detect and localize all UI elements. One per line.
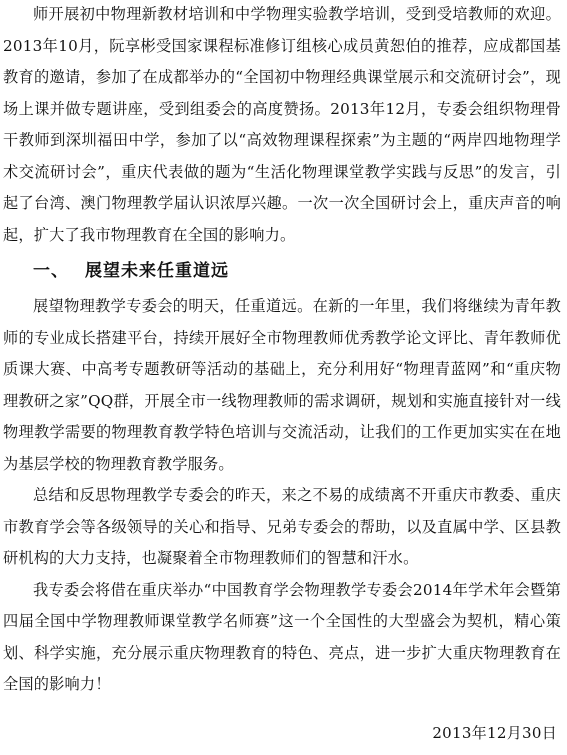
section-title: 展望未来任重道远 <box>85 261 229 281</box>
paragraph-outlook: 展望物理教学专委会的明天，任重道远。在新的一年里，我们将继续为青年教师的专业成长搭建平台，持续开展好全市物理教师优秀教学论文评比、青年教师优质课大赛、中高考专题教研等活动的基础上，充分利用好“物理青蓝网”和“重庆物理教研之家”QQ群，开展全市一线物理教师的需求调研，规划和实施直接针对一线物理教学需要的物理教育教学特色培训与交流活动，让我们的工作更加实实在在地为基层学校的物理教育教学服务。 <box>3 297 561 473</box>
paragraph-intro: 师开展初中物理新教材培训和中学物理实验教学培训，受到受培教师的欢迎。2013年10月，阮享彬受国家课程标准修订组核心成员黄恕伯的推荐，应成都国基教育的邀请，参加了在成都举办的“全国初中物理经典课堂展示和交流研讨会”，现场上课并做专题讲座，受到组委会的高度赞扬。2013年12月，专委会组织物理骨干教师到深圳福田中学，参加了以“高效物理课程探索”为主题的“两岸四地物理学术交流研讨会”，重庆代表做的题为“生活化物理课堂教学实践与反思”的发言，引起了台湾、澳门物理教学届认识浓厚兴趣。一次一次全国研讨会上，重庆声音的响起，扩大了我市物理教育在全国的影响力。 <box>3 5 561 244</box>
paragraph-conference: 我专委会将借在重庆举办“中国教育学会物理教学专委会2014年学术年会暨第四届全国中学物理教师课堂教学名师赛”这一个全国性的大型盛会为契机，精心策划、科学实施，充分展示重庆物理教育的特色、亮点，进一步扩大重庆物理教育在全国的影响力！ <box>3 580 561 693</box>
section-number: 一、 <box>33 261 69 281</box>
paragraph-reflection: 总结和反思物理教学专委会的昨天，来之不易的成绩离不开重庆市教委、重庆市教育学会等各级领导的关心和指导、兄弟专委会的帮助，以及直属中学、区县教研机构的大力支持，也凝聚着全市物理教师们的智慧和汗水。 <box>3 486 561 567</box>
document-date: 2013年12月30日 <box>432 724 557 742</box>
section-heading <box>3 253 561 289</box>
